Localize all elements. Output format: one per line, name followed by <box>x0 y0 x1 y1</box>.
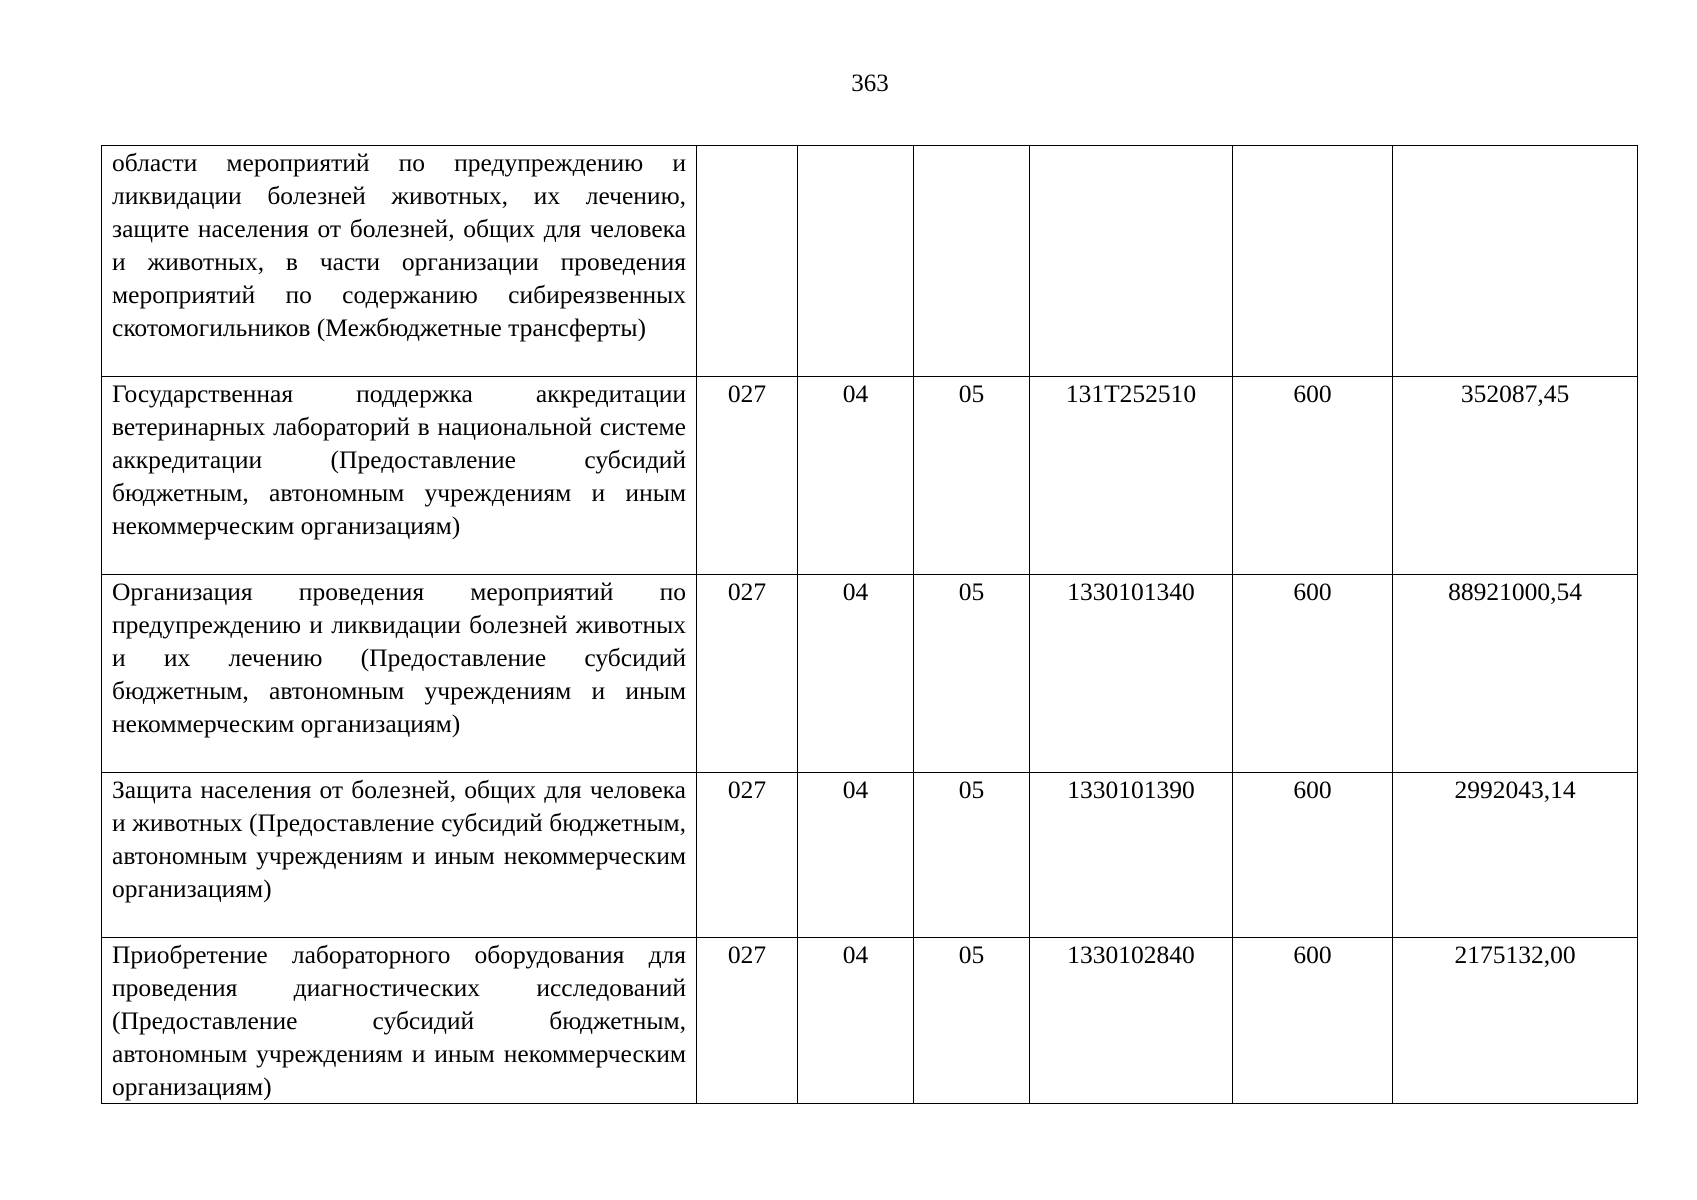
target-article-cell: 1330101340 <box>1030 575 1233 773</box>
table-row <box>102 377 1638 575</box>
target-article-cell <box>1030 146 1233 377</box>
section-code-cell: 04 <box>798 773 914 938</box>
amount-cell <box>1393 146 1638 377</box>
target-article-cell: 1330101390 <box>1030 773 1233 938</box>
row-description: Государственная поддержка аккредитации ветеринарных лабораторий в национальной системе аккредитации (Предоставление субсидий бюджетным, автономным учреждениям и иным некоммерческим организациям) <box>102 377 697 575</box>
row-description: Организация проведения мероприятий по предупреждению и ликвидации болезней животных и их лечению (Предоставление субсидий бюджетным, автономным учреждениям и иным некоммерческим организациям) <box>102 575 697 773</box>
expense-type-cell: 600 <box>1233 575 1393 773</box>
ministry-code-cell: 027 <box>697 377 798 575</box>
row-description: Приобретение лабораторного оборудования для проведения диагностических исследований (Предоставление субсидий бюджетным, автономным учреждениям и иным некоммерческим организациям) <box>102 938 697 1104</box>
table-row <box>102 773 1638 938</box>
ministry-code-cell <box>697 146 798 377</box>
table-row <box>102 146 1638 377</box>
row-description: области мероприятий по предупреждению и ликвидации болезней животных, их лечению, защите населения от болезней, общих для человека и животных, в части организации проведения мероприятий по содержанию сибиреязвенных скотомогильников (Межбюджетные трансферты) <box>102 146 697 377</box>
expense-type-cell: 600 <box>1233 773 1393 938</box>
ministry-code-cell: 027 <box>697 773 798 938</box>
page-number: 363 <box>851 70 889 97</box>
target-article-cell: 1330102840 <box>1030 938 1233 1104</box>
expense-type-cell: 600 <box>1233 377 1393 575</box>
table-row <box>102 938 1638 1104</box>
section-code-cell: 04 <box>798 938 914 1104</box>
row-description: Защита населения от болезней, общих для человека и животных (Предоставление субсидий бюджетным, автономным учреждениям и иным некоммерческим организациям) <box>102 773 697 938</box>
section-code-cell: 04 <box>798 377 914 575</box>
amount-cell: 88921000,54 <box>1393 575 1638 773</box>
subsection-code-cell: 05 <box>914 773 1030 938</box>
subsection-code-cell: 05 <box>914 377 1030 575</box>
expense-type-cell: 600 <box>1233 938 1393 1104</box>
amount-cell: 2992043,14 <box>1393 773 1638 938</box>
amount-cell: 352087,45 <box>1393 377 1638 575</box>
table-row <box>102 575 1638 773</box>
subsection-code-cell: 05 <box>914 938 1030 1104</box>
budget-table <box>101 145 1638 1104</box>
ministry-code-cell: 027 <box>697 575 798 773</box>
amount-cell: 2175132,00 <box>1393 938 1638 1104</box>
section-code-cell <box>798 146 914 377</box>
subsection-code-cell <box>914 146 1030 377</box>
ministry-code-cell: 027 <box>697 938 798 1104</box>
subsection-code-cell: 05 <box>914 575 1030 773</box>
expense-type-cell <box>1233 146 1393 377</box>
target-article-cell: 131Т252510 <box>1030 377 1233 575</box>
section-code-cell: 04 <box>798 575 914 773</box>
